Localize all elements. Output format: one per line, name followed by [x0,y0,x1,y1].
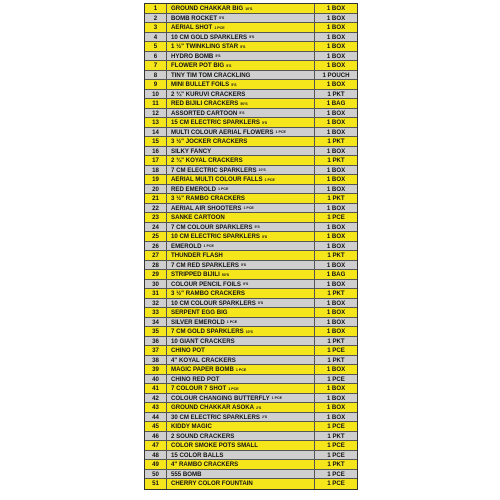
item-name: 2 ¾" KOYAL CRACKERS [171,157,243,164]
item-name-cell [167,137,315,146]
item-name: 4" KOYAL CRACKERS [171,356,236,364]
item-name-cell [167,289,315,298]
table-row [145,394,357,404]
item-number: 32 [145,299,167,308]
item-name-cell [167,251,315,260]
item-name-cell [167,394,315,403]
item-pack-note: 10'S [245,329,253,334]
item-quantity: 1 PKT [327,290,345,297]
table-row [145,71,357,81]
item-number: 29 [145,270,167,279]
item-name-cell [167,299,315,308]
item-name: COLOUR CHANGING BUTTERFLY [171,394,270,402]
item-pack-note: 1 PCE [203,244,214,248]
item-quantity: 1 BOX [326,14,346,22]
table-row [145,289,357,299]
item-name-cell [167,470,315,479]
item-name-cell [167,318,315,327]
item-name: 1 ½" TWINKLING STAR [171,43,239,50]
table-row [145,270,357,280]
item-quantity: 1 PCE [327,375,345,383]
item-name-cell [167,432,315,441]
item-name: SILKY FANCY [171,147,212,155]
item-name: AERIAL MULTI COLOUR FALLS [171,176,263,183]
table-row [145,80,357,90]
item-name: CHERRY COLOR FOUNTAIN [171,480,253,487]
item-name: EMEROLD [171,242,202,250]
item-number: 48 [145,451,167,460]
item-name-cell [167,422,315,431]
item-name-cell [167,128,315,137]
item-number: 51 [145,479,167,489]
item-name: AERIAL AIR SHOOTERS [171,204,242,212]
item-name: MAGIC PAPER BOMB [171,366,234,373]
item-name-cell [167,71,315,80]
table-row [145,147,357,157]
item-number: 16 [145,147,167,156]
table-row [145,61,357,71]
item-name-cell [167,23,315,32]
item-name: KIDDY MAGIC [171,423,212,430]
item-quantity: 1 BOX [326,309,346,316]
item-name: RED EMEROLD [171,185,217,193]
item-quantity: 1 BOX [326,366,346,373]
item-name: 10 GIANT CRACKERS [171,337,235,345]
item-name: ASSORTED CARTOON [171,109,238,117]
item-number: 27 [145,251,167,260]
table-row [145,365,357,375]
item-pack-note: 50'S [240,101,248,106]
item-name: CHINO RED POT [171,375,220,383]
item-name-cell [167,156,315,165]
item-name: 555 BOMB [171,470,202,478]
item-name-cell [167,327,315,336]
table-row [145,166,357,176]
item-number: 11 [145,99,167,108]
table-row [145,118,357,128]
table-row [145,337,357,347]
item-name-cell [167,223,315,232]
item-quantity: 1 BOX [326,233,346,240]
table-row [145,194,357,204]
item-pack-note: 5'S [249,35,255,39]
item-quantity: 1 BOX [326,119,346,126]
item-number: 23 [145,213,167,222]
item-pack-note: 1 PCE [228,386,239,391]
item-name: 3 ½" RAMBO CRACKERS [171,195,245,202]
table-row [145,251,357,261]
item-pack-note: 2'S [261,415,268,419]
item-quantity: 1 PKT [327,337,345,345]
item-name-cell [167,308,315,317]
item-name: 10 CM GOLD SPARKLERS [171,33,248,41]
table-row [145,137,357,147]
item-number: 10 [145,90,167,99]
item-name-cell [167,99,315,108]
item-name-cell [167,90,315,99]
item-name-cell [167,479,315,489]
table-row [145,23,357,33]
table-row [145,52,357,62]
item-quantity: 1 PCE [327,442,345,449]
table-row [145,109,357,119]
item-name: FLOWER POT BIG [171,62,225,69]
item-name: 10 CM ELECTRIC SPARKLERS [171,233,260,240]
item-number: 40 [145,375,167,384]
table-row [145,4,357,14]
item-pack-note: 10'S [245,6,253,11]
item-number: 35 [145,327,167,336]
table-row [145,470,357,480]
item-pack-note: 1 PCE [271,396,283,400]
item-name-cell [167,109,315,118]
item-name: 7 CM COLOUR SPARKLERS [171,223,253,231]
item-number: 13 [145,118,167,127]
item-number: 38 [145,356,167,365]
item-quantity: 1 BOX [326,413,346,421]
item-number: 3 [145,23,167,32]
item-quantity: 1 PCE [327,480,345,487]
item-number: 47 [145,441,167,450]
item-name: TINY TIM TOM CRACKLING [171,71,251,79]
item-number: 45 [145,422,167,431]
item-quantity: 1 BAG [326,271,346,278]
item-quantity: 1 BOX [326,204,346,212]
item-pack-note: 1 PCE [275,130,286,134]
item-name-cell [167,80,315,89]
item-name-cell [167,337,315,346]
item-name-cell [167,175,315,184]
item-quantity: 1 BOX [326,52,346,60]
item-name-cell [167,213,315,222]
item-name-cell [167,232,315,241]
item-quantity: 1 PKT [327,461,345,468]
item-number: 1 [145,4,167,13]
item-name-cell [167,185,315,194]
item-quantity: 1 PCE [327,470,345,478]
item-name: CHINO POT [171,347,205,354]
table-row [145,422,357,432]
item-quantity: 1 BOX [326,385,346,392]
table-row [145,156,357,166]
item-number: 9 [145,80,167,89]
item-pack-note: 50'S [221,272,230,277]
item-number: 50 [145,470,167,479]
item-name-cell [167,413,315,422]
item-quantity: 1 BOX [326,185,346,193]
item-number: 5 [145,42,167,51]
item-pack-note: 1 PCE [218,187,229,191]
item-number: 7 [145,61,167,70]
item-name-cell [167,61,315,70]
item-name: AERIAL SHOT [171,24,213,31]
item-quantity: 1 BOX [326,109,346,117]
table-row [145,204,357,214]
item-pack-note: 1 PCE [264,177,275,182]
table-row [145,413,357,423]
item-name-cell [167,42,315,51]
item-pack-note: 5'S [261,120,268,125]
item-pack-note: 5'S [240,263,247,267]
item-number: 44 [145,413,167,422]
item-number: 37 [145,346,167,355]
table-row [145,384,357,394]
item-quantity: 1 PKT [327,90,345,98]
item-name: BOMB ROCKET [171,14,218,22]
table-row [145,175,357,185]
item-quantity: 1 BOX [326,43,346,50]
item-number: 26 [145,242,167,251]
item-pack-note: 10'S [258,168,266,172]
item-pack-note: 1 PCE [243,206,254,210]
table-row [145,479,357,489]
item-quantity: 1 BOX [326,24,346,31]
item-number: 18 [145,166,167,175]
item-quantity: 1 PCE [327,347,345,354]
table-row [145,403,357,413]
table-row [145,14,357,24]
table-row [145,460,357,470]
item-quantity: 1 BOX [326,128,346,136]
item-name-cell [167,147,315,156]
item-name: GROUND CHAKKAR ASOKA [171,404,255,411]
item-number: 49 [145,460,167,469]
item-quantity: 1 POUCH [322,71,350,79]
table-row [145,213,357,223]
table-row [145,441,357,451]
item-name: SILVER EMEROLD [171,318,225,326]
item-name-cell [167,460,315,469]
item-number: 2 [145,14,167,23]
item-number: 17 [145,156,167,165]
item-quantity: 1 BOX [326,404,346,411]
item-number: 4 [145,33,167,42]
item-quantity: 1 BOX [326,81,346,88]
item-name-cell [167,365,315,374]
item-name-cell [167,270,315,279]
item-pack-note: 2'S [256,405,262,410]
item-number: 39 [145,365,167,374]
item-quantity: 1 BOX [326,328,346,335]
item-quantity: 1 BOX [326,33,346,41]
item-number: 21 [145,194,167,203]
item-quantity: 1 PCE [327,423,345,430]
table-row [145,318,357,328]
item-quantity: 1 BOX [326,166,346,174]
item-name-cell [167,4,315,13]
item-pack-note: 5'S [257,301,264,305]
item-pack-note: 5'S [215,54,221,58]
item-name: MINI BULLET FOILS [171,81,230,88]
item-name-cell [167,52,315,61]
item-name: 2 ¾" KURUVI CRACKERS [171,90,246,98]
item-name: 7 CM RED SPARKLERS [171,261,239,269]
item-name-cell [167,280,315,289]
item-quantity: 1 BOX [326,280,346,288]
item-number: 15 [145,137,167,146]
table-row [145,90,357,100]
table-row [145,261,357,271]
item-quantity: 1 BOX [326,318,346,326]
item-name: SERPENT EGG BIG [171,309,228,316]
item-number: 28 [145,261,167,270]
item-name: SANKE CARTOON [171,214,225,221]
item-pack-note: 5'S [242,282,249,286]
item-quantity: 1 BOX [326,176,346,183]
item-number: 12 [145,109,167,118]
item-name-cell [167,194,315,203]
item-pack-note: 1 PCE [226,320,238,324]
item-name: 30 CM ELECTRIC SPARKLERS [171,413,260,421]
table-row [145,128,357,138]
table-row [145,42,357,52]
item-name: 7 CM GOLD SPARKLERS [171,328,244,335]
item-pack-note: 5'S [226,63,232,68]
item-number: 19 [145,175,167,184]
item-number: 43 [145,403,167,412]
item-name: HYDRO BOMB [171,52,214,60]
item-name: COLOUR PENCIL FOILS [171,280,241,288]
item-number: 42 [145,394,167,403]
item-name: 15 CM ELECTRIC SPARKLERS [171,119,260,126]
item-name-cell [167,346,315,355]
item-number: 34 [145,318,167,327]
item-quantity: 1 BOX [326,299,346,307]
item-name: 7 COLOUR 7 SHOT [171,385,227,392]
item-name-cell [167,33,315,42]
item-name-cell [167,14,315,23]
item-number: 25 [145,232,167,241]
item-pack-note: 1 PCE [235,367,247,372]
table-row [145,299,357,309]
item-quantity: 1 PKT [327,195,345,202]
item-name-cell [167,403,315,412]
item-name-cell [167,242,315,251]
item-quantity: 1 PKT [327,252,345,259]
item-name: 2 SOUND CRACKERS [171,432,235,440]
item-quantity: 1 PKT [327,356,345,364]
item-quantity: 1 BAG [326,100,346,107]
item-quantity: 1 PCE [327,451,345,459]
item-name: 3 ½" JOCKER CRACKERS [171,138,248,145]
item-number: 33 [145,308,167,317]
item-quantity: 1 BOX [326,5,346,12]
item-name-cell [167,204,315,213]
table-row [145,308,357,318]
table-row [145,99,357,109]
table-row [145,242,357,252]
item-pack-note: 1 PCE [214,25,225,30]
item-number: 8 [145,71,167,80]
table-row [145,280,357,290]
table-row [145,346,357,356]
item-name: STRIPPED BIJILI [171,271,220,278]
item-quantity: 1 BOX [326,223,346,231]
item-pack-note: 5'S [254,225,260,229]
item-quantity: 1 PKT [327,432,345,440]
item-name-cell [167,356,315,365]
item-number: 6 [145,52,167,61]
item-name: THUNDER FLASH [171,252,223,259]
item-name: 4" RAMBO CRACKERS [171,461,239,468]
item-name-cell [167,384,315,393]
item-name-cell [167,166,315,175]
product-list-table [144,3,358,490]
item-name-cell [167,261,315,270]
item-quantity: 1 BOX [326,62,346,69]
item-name: GROUND CHAKKAR BIG [171,5,244,12]
table-row [145,232,357,242]
item-quantity: 1 PKT [327,157,345,164]
item-pack-note: 5'S [240,44,246,49]
item-number: 31 [145,289,167,298]
item-pack-note: 5'S [219,16,225,20]
item-name: RED BIJILI CRACKERS [171,100,239,107]
item-number: 36 [145,337,167,346]
item-number: 20 [145,185,167,194]
item-quantity: 1 PCE [327,214,345,221]
table-row [145,327,357,337]
item-quantity: 1 PKT [327,138,345,145]
item-name: COLOR SMOKE POTS SMALL [171,442,259,449]
item-name: MULTI COLOUR AERIAL FLOWERS [171,128,274,136]
item-number: 24 [145,223,167,232]
table-row [145,185,357,195]
table-row [145,375,357,385]
item-name: 15 COLOR BALLS [171,451,224,459]
item-name-cell [167,375,315,384]
item-quantity: 1 BOX [326,242,346,250]
item-name-cell [167,451,315,460]
item-number: 14 [145,128,167,137]
item-number: 30 [145,280,167,289]
item-quantity: 1 BOX [326,261,346,269]
item-pack-note: 5'S [231,82,237,87]
table-row [145,33,357,43]
item-name: 10 CM COLOUR SPARKLERS [171,299,256,307]
item-number: 46 [145,432,167,441]
table-row [145,223,357,233]
item-name: 7 CM ELECTRIC SPARKLERS [171,166,257,174]
item-number: 41 [145,384,167,393]
item-quantity: 1 BOX [326,147,346,155]
item-pack-note: 5'S [261,234,268,239]
table-row [145,451,357,461]
item-name-cell [167,118,315,127]
item-name: 3 ½" RAMBO CRACKERS [171,290,245,297]
table-row [145,432,357,442]
item-number: 22 [145,204,167,213]
table-row [145,356,357,366]
item-name-cell [167,441,315,450]
item-quantity: 1 BOX [326,394,346,402]
item-pack-note: 5'S [239,111,245,115]
